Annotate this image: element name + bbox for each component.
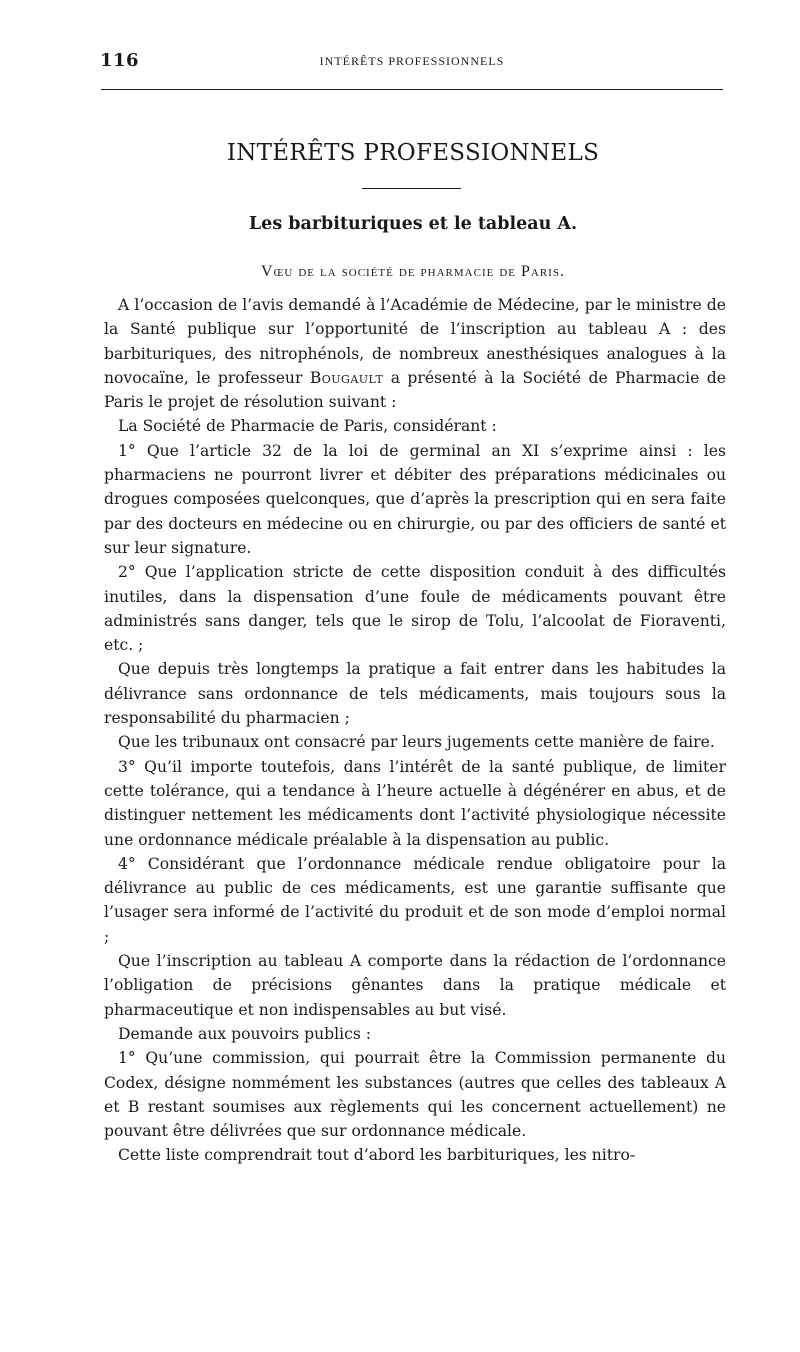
article-body — [104, 293, 726, 1168]
page-number: 116 — [100, 50, 140, 71]
paragraph: Demande aux pouvoirs publics : — [118, 1024, 372, 1043]
paragraph-intro — [104, 293, 726, 414]
paragraph: 2° Que l’application stricte de cette disposition conduit à des difficultés inutiles, dans la dispensation d’une foule de médicaments pouvant être administrés sans danger, tels que le sirop de Tolu, l’alcoolat de Fioraventi, etc. ; — [104, 563, 726, 655]
article-subtitle: Les barbituriques et le tableau A. — [248, 214, 578, 234]
paragraph-continued: Cette liste comprendrait tout d’abord les barbituriques, les nitro- — [118, 1146, 636, 1165]
paragraph: 1° Que l’article 32 de la loi de germinal an XI s’exprime ainsi : les pharmaciens ne pourront livrer et débiter des préparations médicinales ou drogues composées quelconques, que d’après la prescription qui en sera faite par des docteurs en médecine ou en chirurgie, ou par des officiers de santé et sur leur signature. — [104, 441, 726, 557]
paragraph: 3° Qu’il importe toutefois, dans l’intérêt de la santé publique, de limiter cette tolérance, qui a tendance à l’heure actuelle à dégénérer en abus, et de distinguer nettement les médicaments dont l’activité physiologique nécessite une ordonnance médicale préalable à la dispensation au public. — [104, 757, 726, 849]
intro-text-start: A l’occasion de l’avis demandé à l’Académie de Médecine, par le ministre de la Santé publique sur l’opportunité de l’inscription au tableau A : des barbituriques, des nitrophénols, de nombreux anesthésiques analogues à la novocaïne, le professeur — [104, 296, 726, 387]
paragraph: Que depuis très longtemps la pratique a fait entrer dans les habitudes la délivrance sans ordonnance de tels médicaments, mais toujours sous la responsabilité du pharmacien ; — [104, 660, 726, 728]
paragraph: La Société de Pharmacie de Paris, considérant : — [118, 417, 497, 436]
author-name: Bougault — [309, 368, 384, 387]
header-rule — [101, 89, 723, 90]
running-title: INTÉRÊTS PROFESSIONNELS — [319, 54, 505, 68]
article-title: INTÉRÊTS PROFESSIONNELS — [226, 140, 600, 166]
paragraph: Que les tribunaux ont consacré par leurs jugements cette manière de faire. — [118, 733, 715, 752]
paragraph: Que l’inscription au tableau A comporte dans la rédaction de l’ordonnance l’obligation de précisions gênantes dans la pratique médicale et pharmaceutique et non indispensables au but visé. — [104, 952, 726, 1019]
intro-text-end: a présenté à la Société de Pharmacie de Paris le projet de résolution suivant : — [104, 368, 726, 412]
title-rule — [362, 188, 461, 189]
voeu-heading: Vœu de la société de pharmacie de Paris. — [261, 263, 565, 280]
running-header — [100, 50, 724, 74]
paragraph: 4° Considérant que l’ordonnance médicale rendue obligatoire pour la délivrance au public de ces médicaments, est une garantie suffisante que l’usager sera informé de l’activité du produit et de son mode d’emploi normal ; — [104, 854, 726, 946]
paragraph: 1° Qu’une commission, qui pourrait être la Commission permanente du Codex, désigne nommément les substances (autres que celles des tableaux A et B restant soumises aux règlements qui les concernent actuellement) ne pouvant être délivrées que sur ordonnance médicale. — [104, 1049, 726, 1141]
